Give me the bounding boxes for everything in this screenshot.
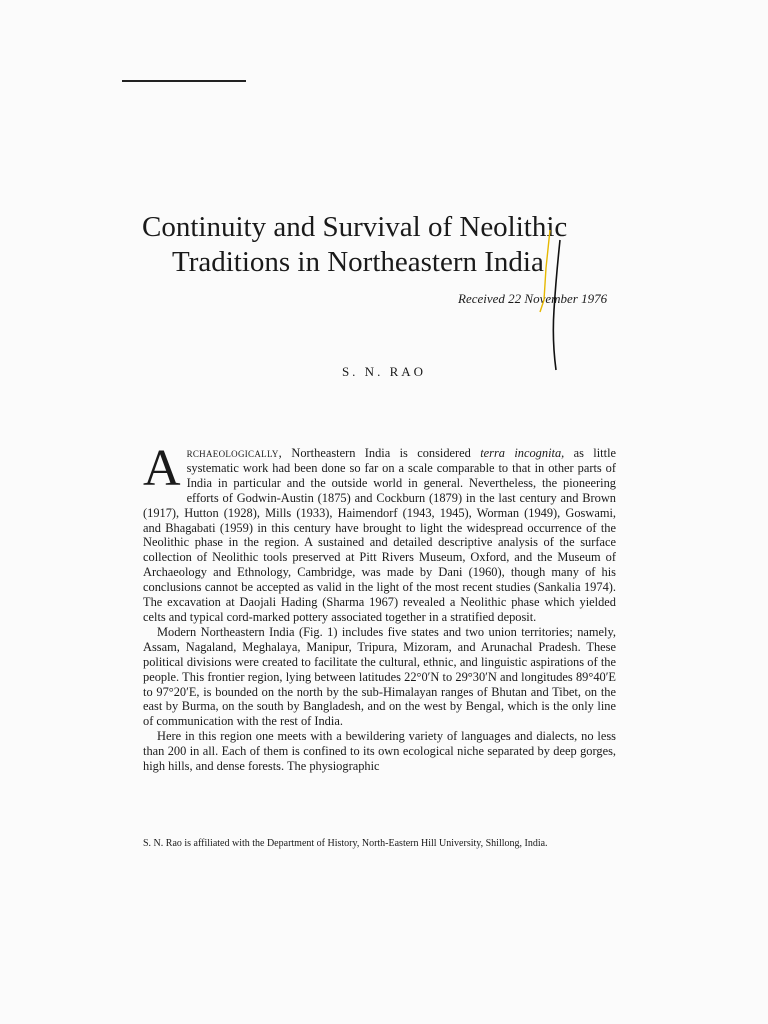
title-line-2: Traditions in Northeastern India [172, 246, 544, 278]
italic-term: terra incognita, [480, 446, 565, 460]
paragraph-1 [143, 440, 617, 625]
drop-cap: A [143, 440, 181, 497]
black-pen-stroke [553, 240, 560, 370]
paragraph-3: Here in this region one meets with a bewildering variety of languages and dialects, no less than 200 in all. Each of them is confined to its own ecological niche separated by deep gorges, high hills, and dense forests. The physiographic [143, 729, 616, 774]
handwritten-pen-mark [530, 228, 570, 378]
paragraph-1-lead: Northeastern India is considered [282, 446, 481, 460]
article-body [143, 440, 617, 774]
paragraph-1-rest: as little systematic work had been done so far on a scale comparable to that in other parts of India in particular and the outside world in general. Nevertheless, the pioneering efforts of Godwin-Austin (1875) and Cockburn (1879) in the last century and Brown (1917), Hutton (1928), Mills (1933), Haimendorf (1943, 1945), Worman (1949), Goswami, and Bhagabati (1959) in this century have brought to light the widespread occurrence of the Neolithic phase in the region. A sustained and detailed descriptive analysis of the surface collection of Neolithic tools preserved at Pitt Rivers Museum, Oxford, and the Museum of Archaeology and Ethnology, Cambridge, was made by Dani (1960), though many of his conclusions cannot be accepted as valid in the light of the most recent studies (Sankalia 1974). The excavation at Daojali Hading (Sharma 1967) revealed a Neolithic phase which yielded celts and typical cord-marked pottery associated together in a stratified deposit. [143, 446, 617, 624]
header-rule [122, 80, 246, 82]
received-date: Received 22 November 1976 [458, 291, 608, 306]
paragraph-2: Modern Northeastern India (Fig. 1) includes five states and two union territories; namely, Assam, Nagaland, Meghalaya, Manipur, Tripura, Mizoram, and Arunachal Pradesh. These political divisions were created to facilitate the cultural, ethnic, and linguistic aspirations of the people. This frontier region, lying between latitudes 22°0′N to 29°30′N and longitudes 89°40′E to 97°20′E, is bounded on the north by the sub-Himalayan ranges of Bhutan and Tibet, on the east by Burma, on the south by Bangladesh, and on the west by Bengal, which is the only line of communication with the rest of India. [143, 624, 616, 729]
lead-word: rchaeologically, [186, 446, 283, 460]
yellow-highlighter-stroke [540, 230, 550, 312]
author-affiliation-footnote: S. N. Rao is affiliated with the Department of History, North-Eastern Hill University, Shillong, India. [143, 838, 548, 849]
author-name: S. N. RAO [341, 364, 427, 379]
title-line-1: Continuity and Survival of Neolithic [142, 211, 568, 243]
